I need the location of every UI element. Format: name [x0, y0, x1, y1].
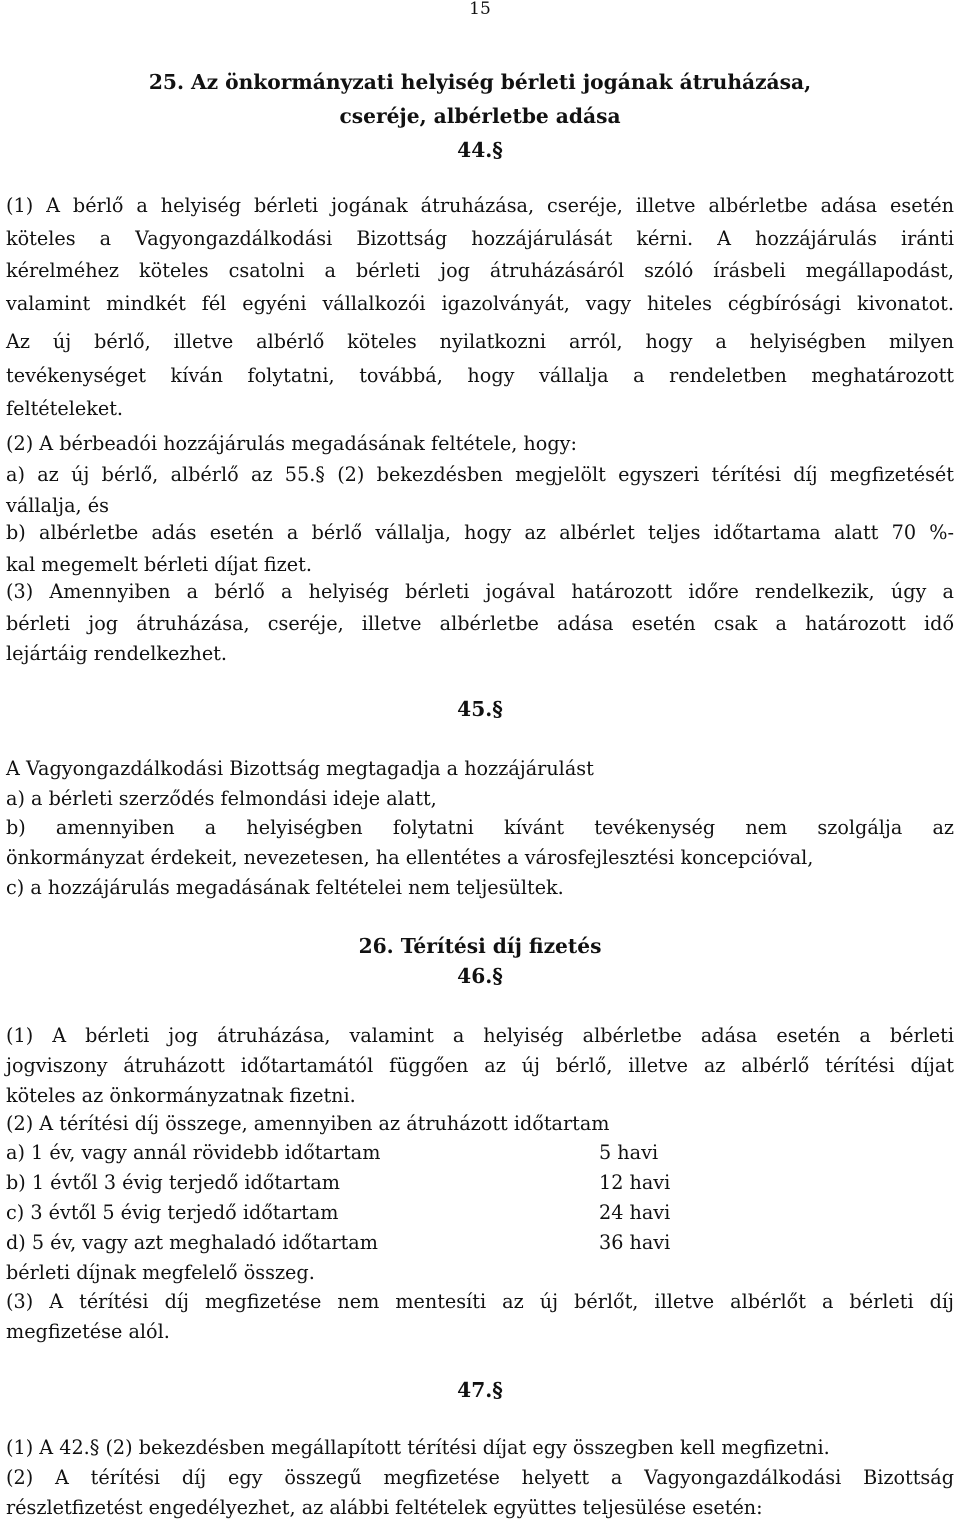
paragraph-line: kérelméhez köteles csatolni a bérleti jog átruházásáról szóló írásbeli megállapodást,: [6, 259, 954, 282]
chapter-title: 26. Térítési díj fizetés: [358, 934, 602, 958]
fee-amount: 36 havi: [599, 1231, 671, 1254]
paragraph-line: (2) A bérbeadói hozzájárulás megadásának feltétele, hogy:: [6, 432, 577, 455]
paragraph-line: (2) A térítési díj összege, amennyiben az átruházott időtartam: [6, 1112, 610, 1135]
page-number: 15: [469, 0, 491, 19]
paragraph-line: valamint mindkét fél egyéni vállalkozói igazolványát, vagy hiteles cégbírósági kivonatot.: [6, 292, 954, 315]
paragraph-line: b) amennyiben a helyiségben folytatni kívánt tevékenység nem szolgálja az: [6, 816, 954, 839]
paragraph-line: c) a hozzájárulás megadásának feltételei nem teljesültek.: [6, 876, 564, 899]
fee-period: b) 1 évtől 3 évig terjedő időtartam: [6, 1171, 341, 1194]
paragraph-line: bérleti díjnak megfelelő összeg.: [6, 1261, 315, 1284]
section-heading: 45.§: [457, 697, 503, 721]
paragraph-line: lejártáig rendelkezhet.: [6, 642, 227, 665]
fee-amount: 5 havi: [599, 1141, 659, 1164]
paragraph-line: köteles az önkormányzatnak fizetni.: [6, 1084, 356, 1107]
fee-amount: 12 havi: [599, 1171, 671, 1194]
paragraph-line: jogviszony átruházott időtartamától függően az új bérlő, illetve az albérlő térítési díjat: [6, 1054, 954, 1077]
fee-period: a) 1 év, vagy annál rövidebb időtartam: [6, 1141, 381, 1164]
section-heading: 44.§: [457, 138, 503, 162]
paragraph-line: önkormányzat érdekeit, nevezetesen, ha ellentétes a városfejlesztési koncepcióval,: [6, 846, 814, 869]
paragraph-line: vállalja, és: [6, 494, 109, 517]
section-heading: 47.§: [457, 1378, 503, 1402]
paragraph-line: A Vagyongazdálkodási Bizottság megtagadja a hozzájárulást: [6, 757, 594, 780]
paragraph-line: a) a bérleti szerződés felmondási ideje alatt,: [6, 787, 437, 810]
paragraph-line: (1) A bérlő a helyiség bérleti jogának átruházása, cseréje, illetve albérletbe adása esetén: [6, 194, 954, 217]
chapter-title: 25. Az önkormányzati helyiség bérleti jogának átruházása,: [148, 70, 812, 94]
paragraph-line: kal megemelt bérleti díjat fizet.: [6, 553, 312, 576]
paragraph-line: megfizetése alól.: [6, 1320, 170, 1343]
chapter-title-continued: cseréje, albérletbe adása: [339, 104, 621, 128]
paragraph-line: Az új bérlő, illetve albérlő köteles nyilatkozni arról, hogy a helyiségben milyen: [6, 330, 954, 353]
paragraph-line: részletfizetést engedélyezhet, az alábbi feltételek együttes teljesülése esetén:: [6, 1496, 763, 1519]
section-heading: 46.§: [457, 964, 503, 988]
paragraph-line: köteles a Vagyongazdálkodási Bizottság hozzájárulását kérni. A hozzájárulás iránti: [6, 227, 954, 250]
paragraph-line: (1) A 42.§ (2) bekezdésben megállapított térítési díjat egy összegben kell megfizetni.: [6, 1436, 830, 1459]
paragraph-line: bérleti jog átruházása, cseréje, illetve albérletbe adása esetén csak a határozott idő: [6, 612, 954, 635]
paragraph-line: (3) A térítési díj megfizetése nem mentesíti az új bérlőt, illetve albérlőt a bérleti díj: [6, 1290, 954, 1313]
fee-amount: 24 havi: [599, 1201, 671, 1224]
paragraph-line: tevékenységet kíván folytatni, továbbá, hogy vállalja a rendeletben meghatározott: [6, 364, 954, 387]
paragraph-line: (3) Amennyiben a bérlő a helyiség bérleti jogával határozott időre rendelkezik, úgy a: [6, 580, 954, 603]
paragraph-line: b) albérletbe adás esetén a bérlő vállalja, hogy az albérlet teljes időtartama alatt 70 %-: [6, 521, 954, 544]
paragraph-line: a) az új bérlő, albérlő az 55.§ (2) bekezdésben megjelölt egyszeri térítési díj megfizetését: [6, 463, 954, 486]
fee-period: c) 3 évtől 5 évig terjedő időtartam: [6, 1201, 339, 1224]
fee-period: d) 5 év, vagy azt meghaladó időtartam: [6, 1231, 378, 1254]
paragraph-line: (1) A bérleti jog átruházása, valamint a helyiség albérletbe adása esetén a bérleti: [6, 1024, 954, 1047]
paragraph-line: feltételeket.: [6, 397, 124, 420]
paragraph-line: (2) A térítési díj egy összegű megfizetése helyett a Vagyongazdálkodási Bizottság: [6, 1466, 954, 1489]
